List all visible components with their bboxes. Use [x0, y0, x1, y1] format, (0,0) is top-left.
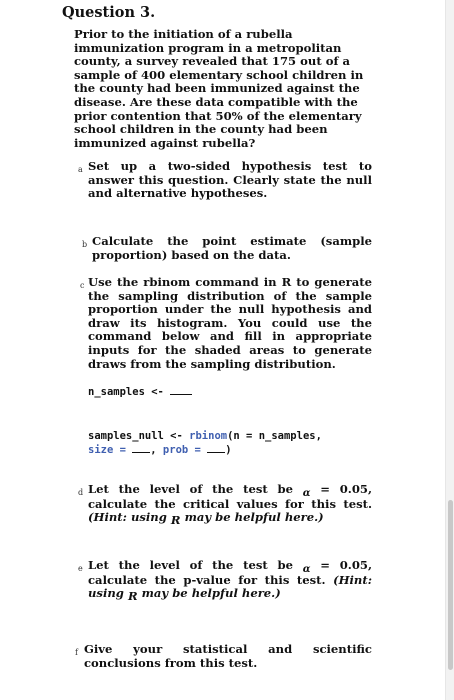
- code-line-size-prob: [88, 443, 372, 457]
- question-intro: Prior to the initiation of a rubella immunization program in a metropolitan county, a survey revealed that 175 out of a sample of 400 elementary school children in the county had been immunized against the disease. Are these data compatible with the prior contention that 50% of the elementary school children in the county had been immunized against rubella?: [74, 27, 364, 150]
- part-e-hint-post: may be helpful here.): [141, 586, 281, 601]
- part-e-mid: = 0.05, calculate the p-value for this test.: [88, 558, 372, 587]
- code-close-paren: ): [225, 444, 232, 456]
- part-e-marker: e: [78, 564, 83, 573]
- part-e-text: [88, 558, 372, 604]
- part-f-text: Give your statistical and scientific conclusions from this test.: [84, 642, 372, 670]
- part-d-hint-post: may be helpful here.): [184, 510, 324, 525]
- part-c-text: Use the rbinom command in R to generate the sampling distribution of the sample proportion under the null hypothesis and draw its histogram. You could use the command below and fill in appropriate inputs for the shaded areas to generate draws from the sampling distribution.: [88, 275, 372, 371]
- part-b-text: Calculate the point estimate (sample proportion) based on the data.: [92, 234, 372, 262]
- scrollbar-thumb[interactable]: [448, 500, 453, 670]
- part-a-marker: a: [78, 165, 83, 174]
- code-comma: ,: [150, 444, 157, 456]
- code-n-samples-assign: n_samples <-: [88, 386, 164, 398]
- vertical-scrollbar[interactable]: [445, 0, 454, 700]
- part-d-hint-pre: (Hint: using: [88, 510, 167, 525]
- code-rbinom-args: (n = n_samples,: [227, 430, 322, 442]
- code-size-arg: size =: [88, 444, 126, 456]
- part-d-pre: Let the level of the test be: [88, 482, 293, 496]
- part-d-marker: d: [78, 488, 84, 497]
- part-d-text: [88, 482, 372, 528]
- part-c-marker: c: [80, 281, 85, 290]
- code-n-samples-blank[interactable]: [170, 385, 192, 395]
- code-samples-null-assign: samples_null <-: [88, 430, 190, 442]
- question-title: Question 3.: [62, 4, 156, 21]
- part-d-alpha: α: [302, 488, 311, 499]
- code-prob-arg: prob =: [162, 444, 201, 456]
- code-size-blank[interactable]: [132, 443, 150, 453]
- part-d-hint-r: R: [170, 513, 181, 528]
- part-b-marker: b: [82, 240, 88, 249]
- code-prob-blank[interactable]: [207, 443, 225, 453]
- part-e-alpha: α: [302, 564, 311, 575]
- part-e-hint-pre: (Hint: using: [88, 572, 372, 601]
- part-e-pre: Let the level of the test be: [88, 558, 293, 572]
- code-line-n-samples: [88, 385, 372, 399]
- part-f-marker: f: [75, 648, 78, 657]
- part-a-text: Set up a two-sided hypothesis test to answer this question. Clearly state the null and alternative hypotheses.: [88, 159, 372, 201]
- code-line-samples-null: [88, 429, 372, 443]
- part-d-mid: = 0.05, calculate the critical values for this test.: [88, 482, 372, 511]
- part-e-hint-r: R: [127, 589, 138, 604]
- code-rbinom-fn: rbinom: [189, 430, 228, 442]
